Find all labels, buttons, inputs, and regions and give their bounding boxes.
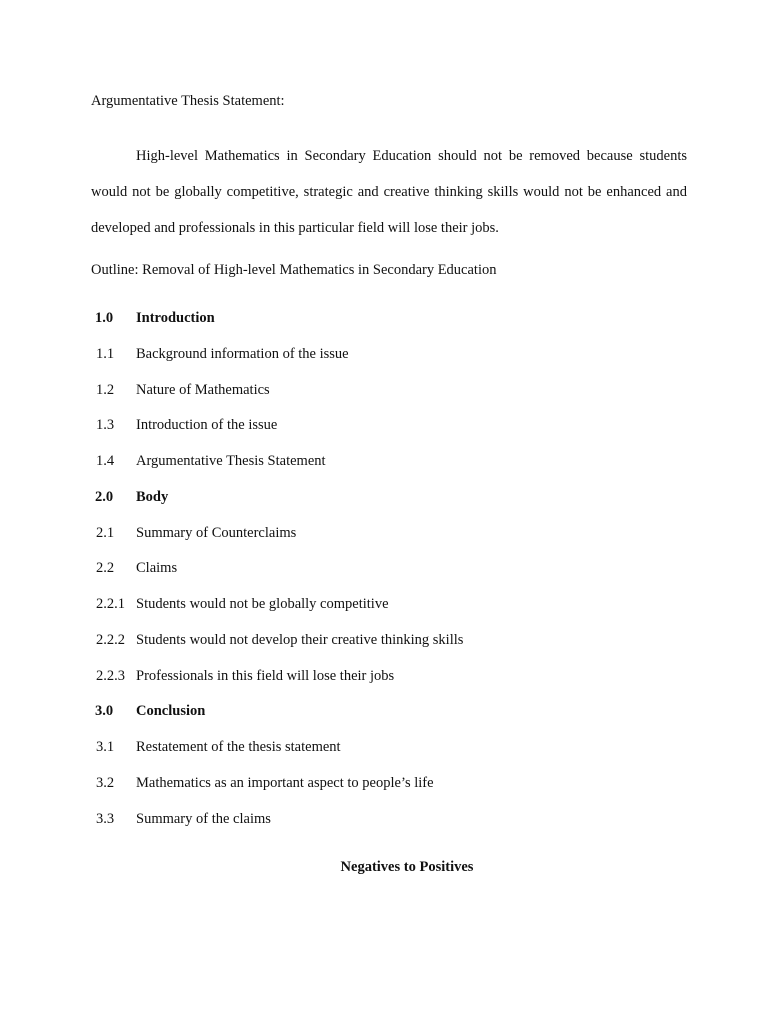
outline-item xyxy=(95,596,463,632)
outline-title: Outline: Removal of High-level Mathematics in Secondary Education xyxy=(91,262,497,278)
outline-text: Introduction xyxy=(136,310,215,326)
outline-item xyxy=(95,739,463,775)
outline-number: 2.0 xyxy=(95,488,114,505)
thesis-paragraph: High-level Mathematics in Secondary Education should not be removed because students would not be globally competitive, strategic and creative thinking skills would not be enhanced and developed and professionals in this particular field will lose their jobs. xyxy=(91,148,687,236)
outline-item xyxy=(95,346,463,382)
outline-number: 1.1 xyxy=(96,345,115,362)
outline-number: 2.2.3 xyxy=(96,667,125,684)
outline-item xyxy=(95,811,463,847)
outline-text: Body xyxy=(136,488,169,505)
outline-number: 2.2.1 xyxy=(96,596,125,612)
outline-item xyxy=(95,417,463,453)
outline-text: Conclusion xyxy=(136,703,206,720)
outline-list xyxy=(95,310,463,846)
outline-number: 3.0 xyxy=(95,703,114,720)
section-title: Negatives to Positives xyxy=(340,859,474,875)
outline-text: Claims xyxy=(136,560,178,577)
outline-text: Students would not develop their creative thinking skills xyxy=(136,631,464,648)
outline-text: Restatement of the thesis statement xyxy=(136,739,341,755)
outline-number: 2.1 xyxy=(96,524,115,541)
outline-text: Argumentative Thesis Statement xyxy=(136,453,326,469)
outline-text: Students would not be globally competitive xyxy=(136,596,389,612)
outline-text: Nature of Mathematics xyxy=(136,381,270,398)
outline-item xyxy=(95,668,463,704)
outline-text: Mathematics as an important aspect to people’s life xyxy=(136,774,434,791)
outline-number: 1.3 xyxy=(96,417,115,434)
outline-number: 3.1 xyxy=(96,739,115,755)
outline-item xyxy=(95,560,463,596)
outline-item xyxy=(95,525,463,561)
outline-number: 1.0 xyxy=(95,310,114,326)
outline-number: 2.2 xyxy=(96,560,115,577)
outline-item xyxy=(95,310,463,346)
thesis-label: Argumentative Thesis Statement: xyxy=(91,93,285,109)
outline-text: Introduction of the issue xyxy=(136,417,278,434)
outline-item xyxy=(95,632,463,668)
outline-number: 3.3 xyxy=(96,810,115,827)
outline-number: 1.4 xyxy=(96,453,115,469)
outline-number: 2.2.2 xyxy=(96,631,125,648)
outline-item xyxy=(95,489,463,525)
outline-item xyxy=(95,453,463,489)
outline-text: Background information of the issue xyxy=(136,345,349,362)
outline-text: Summary of the claims xyxy=(136,810,271,827)
outline-number: 3.2 xyxy=(96,774,115,791)
outline-text: Summary of Counterclaims xyxy=(136,524,297,541)
outline-number: 1.2 xyxy=(96,381,115,398)
outline-item xyxy=(95,775,463,811)
outline-item xyxy=(95,382,463,418)
outline-text: Professionals in this field will lose their jobs xyxy=(136,667,395,684)
outline-item xyxy=(95,703,463,739)
